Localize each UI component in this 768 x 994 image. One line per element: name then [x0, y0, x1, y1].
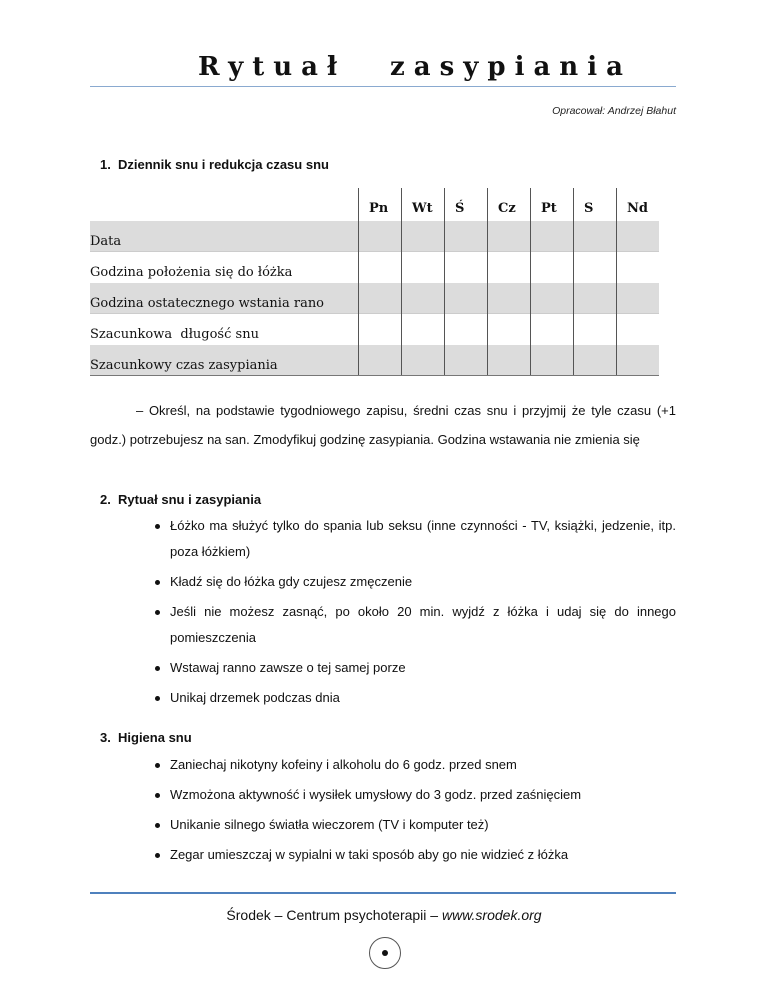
list-item	[170, 842, 676, 868]
list-item	[170, 569, 676, 595]
bullet-icon	[155, 580, 160, 585]
title-word-2: zasypiania	[390, 52, 632, 82]
table-cell[interactable]	[359, 252, 402, 283]
list-item-text: Unikaj drzemek podczas dnia	[170, 690, 340, 705]
list-item-text: Zegar umieszczaj w sypialni w taki sposób aby go nie widzieć z łóżka	[170, 847, 569, 862]
day-header: Cz	[488, 188, 531, 221]
table-cell[interactable]	[445, 314, 488, 345]
table-cell[interactable]	[617, 283, 660, 314]
row-label: Data	[90, 221, 359, 252]
table-cell[interactable]	[617, 314, 660, 345]
table-cell[interactable]	[359, 283, 402, 314]
table-cell[interactable]	[445, 221, 488, 252]
section-1-heading	[100, 157, 329, 172]
table-cell[interactable]	[445, 283, 488, 314]
title-word-1: Rytuał	[198, 52, 347, 82]
list-item-text: Unikanie silnego światła wieczorem (TV i komputer też)	[170, 817, 489, 832]
table-cell[interactable]	[531, 314, 574, 345]
bullet-icon	[155, 763, 160, 768]
document-title	[198, 52, 632, 82]
section-3-number: 3.	[100, 730, 111, 745]
day-header: S	[574, 188, 617, 221]
hygiene-list	[170, 752, 676, 872]
list-item-text: Kładź się do łóżka gdy czujesz zmęczenie	[170, 574, 413, 589]
table-cell[interactable]	[531, 252, 574, 283]
section-2-number: 2.	[100, 492, 111, 507]
list-item-text: Zaniechaj nikotyny kofeiny i alkoholu do 6 godz. przed snem	[170, 757, 517, 772]
table-cell[interactable]	[488, 314, 531, 345]
bullet-icon	[155, 666, 160, 671]
day-header: Ś	[445, 188, 488, 221]
day-header: Pt	[531, 188, 574, 221]
row-label: Szacunkowa długość snu	[90, 314, 359, 345]
bullet-icon	[155, 793, 160, 798]
ritual-list	[170, 513, 676, 715]
list-item	[170, 685, 676, 711]
instruction-paragraph	[90, 396, 676, 454]
list-item	[170, 752, 676, 778]
row-label: Szacunkowy czas zasypiania	[90, 345, 359, 376]
title-divider	[90, 86, 676, 87]
table-cell[interactable]	[445, 345, 488, 376]
table-cell[interactable]	[402, 283, 445, 314]
list-item-text: Łóżko ma służyć tylko do spania lub seksu (inne czynności - TV, książki, jedzenie, itp. poza łóżkiem)	[170, 518, 676, 559]
table-header-row	[90, 188, 659, 221]
table-cell[interactable]	[359, 314, 402, 345]
row-label: Godzina położenia się do łóżka	[90, 252, 359, 283]
bullet-icon	[155, 823, 160, 828]
bullet-icon	[155, 853, 160, 858]
table-cell[interactable]	[359, 221, 402, 252]
footer-link[interactable]: www.srodek.org	[441, 907, 542, 923]
list-item-text: Wstawaj ranno zawsze o tej samej porze	[170, 660, 406, 675]
table-cell[interactable]	[617, 252, 660, 283]
section-1-number: 1.	[100, 157, 111, 172]
table-cell[interactable]	[531, 221, 574, 252]
table-cell[interactable]	[574, 283, 617, 314]
list-item	[170, 599, 676, 651]
table-cell[interactable]	[402, 345, 445, 376]
table-cell[interactable]	[488, 221, 531, 252]
table-cell[interactable]	[402, 314, 445, 345]
list-item	[170, 812, 676, 838]
footer-divider	[90, 892, 676, 894]
section-3-title: Higiena snu	[118, 730, 192, 745]
day-header: Wt	[402, 188, 445, 221]
list-item	[170, 782, 676, 808]
day-header: Pn	[359, 188, 402, 221]
table-cell[interactable]	[617, 221, 660, 252]
table-cell[interactable]	[531, 283, 574, 314]
section-2-heading	[100, 492, 262, 507]
table-row	[90, 314, 659, 345]
table-cell[interactable]	[488, 283, 531, 314]
table-cell[interactable]	[574, 314, 617, 345]
bullet-icon	[155, 696, 160, 701]
table-corner	[90, 188, 359, 221]
list-item	[170, 655, 676, 681]
table-cell[interactable]	[531, 345, 574, 376]
page-footer	[0, 907, 768, 923]
table-cell[interactable]	[488, 252, 531, 283]
table-cell[interactable]	[617, 345, 660, 376]
bullet-icon	[155, 524, 160, 529]
table-row	[90, 221, 659, 252]
list-item	[170, 513, 676, 565]
section-3-heading	[100, 730, 192, 745]
section-1-title: Dziennik snu i redukcja czasu snu	[118, 157, 329, 172]
bullet-icon	[155, 610, 160, 615]
section-2-title: Rytuał snu i zasypiania	[118, 492, 262, 507]
instruction-text: – Określ, na podstawie tygodniowego zapisu, średni czas snu i przyjmij że tyle czasu (+1 godz.) potrzebujesz na san. Zmodyfikuj godzinę zasypiania. Godzina wstawania nie zmienia się	[90, 403, 676, 447]
list-item-text: Wzmożona aktywność i wysiłek umysłowy do 3 godz. przed zaśnięciem	[170, 787, 582, 802]
footer-text: Środek – Centrum psychoterapii –	[226, 907, 442, 923]
table-row	[90, 252, 659, 283]
table-cell[interactable]	[402, 221, 445, 252]
table-row	[90, 283, 659, 314]
author-line: Opracował: Andrzej Błahut	[552, 105, 676, 117]
table-cell[interactable]	[359, 345, 402, 376]
table-cell[interactable]	[574, 221, 617, 252]
table-cell[interactable]	[574, 345, 617, 376]
table-row	[90, 345, 659, 376]
sleep-diary-table	[90, 188, 659, 376]
row-label: Godzina ostatecznego wstania rano	[90, 283, 359, 314]
table-cell[interactable]	[574, 252, 617, 283]
table-cell[interactable]	[445, 252, 488, 283]
day-header: Nd	[617, 188, 660, 221]
dot-icon	[382, 950, 388, 956]
page-number-circle	[369, 937, 401, 969]
list-item-text: Jeśli nie możesz zasnąć, po około 20 min. wyjdź z łóżka i udaj się do innego pomieszczenia	[170, 604, 676, 645]
table-cell[interactable]	[488, 345, 531, 376]
table-cell[interactable]	[402, 252, 445, 283]
